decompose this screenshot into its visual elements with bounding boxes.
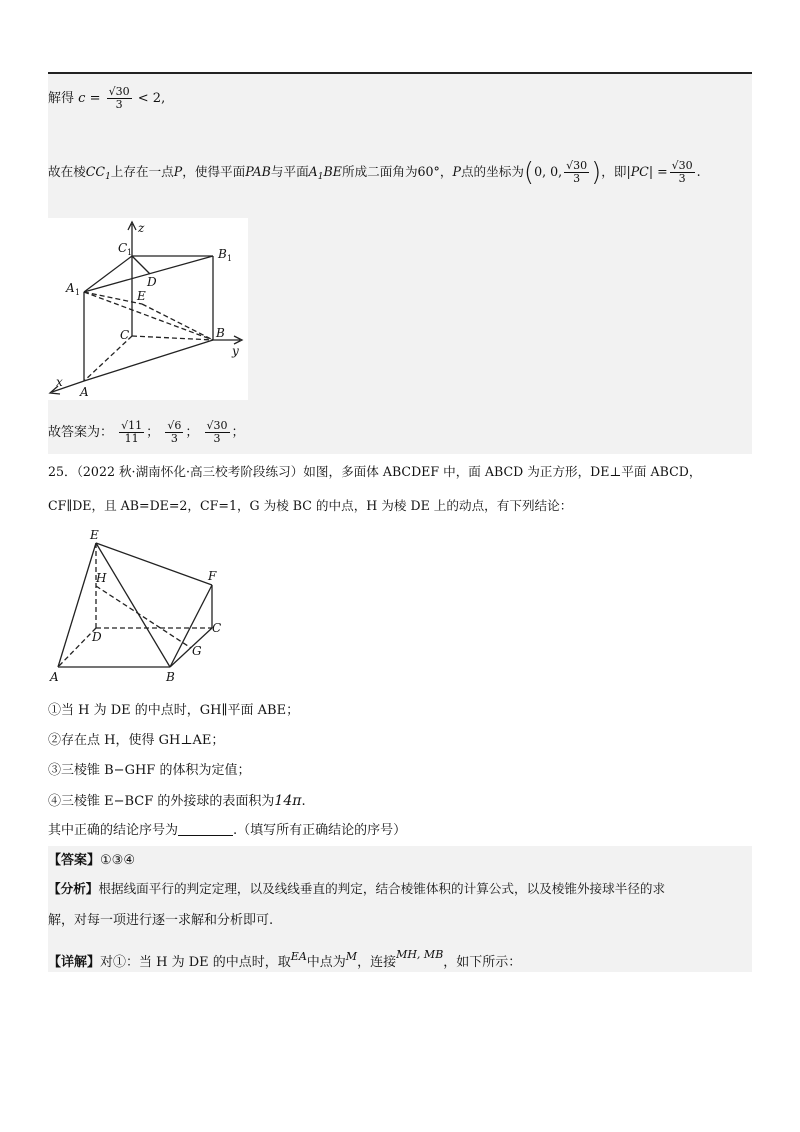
text: 所成二面角为 [341, 164, 418, 179]
fig1-label: y [232, 344, 239, 358]
frac-den: 3 [170, 432, 178, 445]
fig1-label: B [216, 326, 225, 340]
frac-num: √30 [206, 419, 228, 432]
statement-4-end: . [301, 794, 306, 809]
statement-4 [48, 792, 306, 811]
analysis-text: 根据线面平行的判定定理，以及线线垂直的判定，结合棱锥体积的计算公式，以及棱锥外接球半径的求 [98, 881, 666, 896]
statement-4-text: ④三棱锥 E−BCF 的外接球的表面积为 [48, 794, 275, 809]
prism-figure [48, 218, 248, 400]
statement-3: ③三棱锥 B−GHF 的体积为定值； [48, 763, 251, 778]
fig1-label: 1 [127, 248, 133, 257]
edge-c1d [132, 256, 150, 274]
pc-fraction [670, 160, 695, 185]
separator: ； [185, 425, 199, 440]
answer-value: ①③④ [100, 853, 135, 868]
answer-row [48, 852, 135, 870]
edge-ef [96, 543, 212, 585]
fig1-label: C [120, 328, 130, 342]
segment-ea: EA [290, 950, 307, 963]
solve-var: c = [78, 91, 101, 106]
answer-label: 【答案】 [48, 853, 101, 868]
question-text: 其中正确的结论序号为 [48, 823, 179, 838]
text: 故在棱 [48, 164, 86, 179]
polyhedron-figure [48, 528, 238, 688]
detail-text: 中点为 [306, 955, 346, 970]
solve-num: √30 [108, 85, 130, 98]
edge-fb [170, 585, 212, 667]
pc-den: 3 [678, 172, 686, 185]
text: ， [439, 164, 453, 179]
frac-num: √6 [167, 419, 182, 432]
plane-a1be: $A_1BE$ [308, 164, 342, 182]
fig1-label: D [147, 275, 157, 289]
pc-expr: |PC| = [626, 164, 668, 179]
fig2-label: C [212, 621, 222, 635]
cc1-sub: 1 [105, 172, 111, 182]
cc1 [85, 164, 111, 182]
hidden-edges [84, 292, 213, 381]
paren-left: ( [523, 157, 535, 188]
answer-fraction-2 [165, 420, 183, 445]
analysis-label: 【分析】 [48, 881, 99, 896]
detail-text: ，如下所示： [443, 955, 522, 970]
solve-end: , [161, 91, 166, 106]
answer-fraction-3 [205, 420, 230, 445]
problem-25-line-1: 25．（2022 秋·湖南怀化·高三校考阶段练习）如图，多面体 ABCDEF 中，面 ABCD 为正方形，DE⊥平面 ABCD， [48, 464, 702, 479]
angle-value: 60° [417, 164, 440, 179]
analysis-row-2: 解，对每一项进行逐一求解和分析即可. [48, 913, 274, 928]
fig1-label: 1 [227, 254, 233, 263]
plane-pab: PAB [245, 164, 271, 179]
coord-fraction [564, 160, 589, 185]
text: 上存在一点 [110, 164, 174, 179]
coord-num: √30 [566, 159, 588, 172]
solve-line [48, 86, 165, 111]
analysis-row-1 [48, 880, 665, 898]
separator: ； [231, 425, 245, 440]
question-hint: .（填写所有正确结论的序号） [233, 823, 407, 838]
statement-2: ②存在点 H，使得 GH⊥AE； [48, 733, 225, 748]
problem-25-line-2: CF∥DE，且 AB=DE=2，CF=1，G 为棱 BC 的中点，H 为棱 DE 上的动点，有下列结论： [48, 498, 573, 513]
answer-fraction-1 [119, 420, 144, 445]
fig1-label: 1 [75, 288, 81, 297]
cc1-label: CC [85, 164, 106, 179]
hidden-edges [58, 543, 212, 667]
detail-label: 【详解】 [48, 955, 101, 970]
segments-mh-mb: MH, MB [396, 948, 444, 961]
fig2-label: E [90, 528, 99, 542]
fig2-label: H [96, 571, 107, 585]
fig2-label: B [166, 670, 175, 684]
answer-blank[interactable] [178, 823, 233, 836]
frac-den: 3 [213, 432, 221, 445]
edge-a1e [84, 292, 142, 304]
answer-prefix: 故答案为： [48, 425, 114, 440]
edge-ca [84, 336, 132, 381]
edge-hg [96, 586, 191, 648]
prism-diagram [48, 218, 248, 400]
fig1-label: A [66, 281, 75, 295]
fig2-label: F [208, 569, 217, 583]
solve-tail: < 2 [137, 91, 162, 106]
text: ，即 [601, 164, 627, 179]
coord-den: 3 [573, 172, 581, 185]
frac-den: 11 [124, 432, 139, 445]
surface-area-value: 14π [274, 793, 302, 809]
a1-sub: 1 [317, 172, 324, 182]
solve-den: 3 [115, 98, 123, 111]
statement-1: ①当 H 为 DE 的中点时，GH∥平面 ABE； [48, 703, 300, 718]
solve-fraction [107, 86, 132, 111]
text: ，使得平面 [182, 164, 246, 179]
pc-num: √30 [671, 159, 693, 172]
fig1-label: x [56, 375, 63, 389]
coord-values: 0, 0, [534, 164, 563, 179]
text: 与平面 [270, 164, 309, 179]
paren-right: ) [591, 157, 602, 188]
edge-eb [96, 543, 170, 667]
point-p: P [452, 164, 461, 179]
detail-text: ，连接 [357, 955, 397, 970]
question-line [48, 822, 406, 840]
fig1-label: z [138, 221, 145, 235]
edge-a1c1 [84, 256, 132, 292]
fig1-label: E [137, 289, 146, 303]
answer-line-1 [48, 420, 245, 445]
separator: ； [146, 425, 160, 440]
fig1-label: C [118, 241, 128, 255]
solve-prefix: 解得 [48, 91, 75, 106]
frac-num: √11 [121, 419, 143, 432]
fig1-label: A [80, 385, 89, 399]
point-p: P [173, 164, 183, 179]
polyhedron-diagram [48, 528, 238, 688]
point-m: M [345, 950, 358, 963]
detail-row [48, 946, 521, 972]
text: . [696, 164, 701, 179]
edge-cb [132, 336, 213, 340]
fig2-label: A [50, 670, 59, 684]
edge-ab [84, 340, 213, 381]
fig2-label: D [92, 630, 102, 644]
edge-a1b [84, 292, 213, 340]
fig2-label: G [192, 644, 202, 658]
edge-eb [142, 304, 213, 340]
conclusion-line [48, 157, 701, 188]
fig1-label: B [218, 247, 227, 261]
detail-text: 对①：当 H 为 DE 的中点时，取 [100, 955, 291, 970]
text: 点的坐标为 [460, 164, 524, 179]
